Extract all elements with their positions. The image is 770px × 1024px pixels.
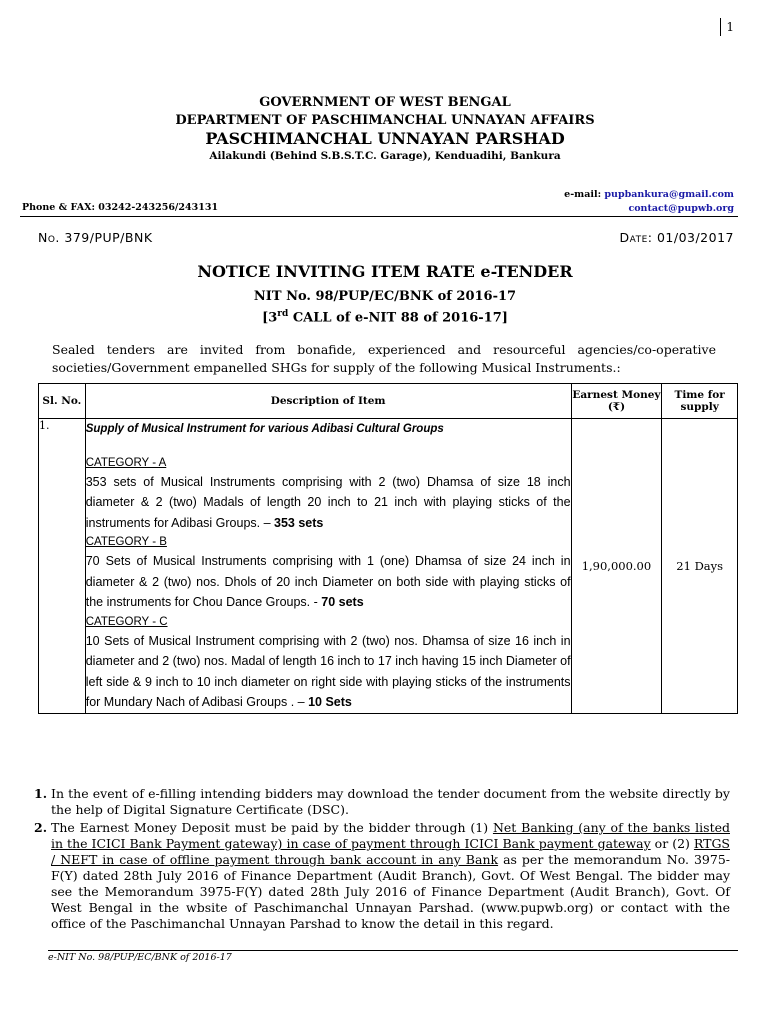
notes-list [34,786,730,934]
email-block [564,188,734,216]
list-item: 2. The Earnest Money Deposit must be paid by the bidder through (1) Net Banking (any of the banks listed in the ICICI Bank Payment gateway) in case of payment through ICICI Bank payment gateway or (2) RTGS / NEFT in case of offline payment through bank account in any Bank as per the memorandum No. 3975-F(Y) dated 28th July 2016 of Finance Department (Audit Branch), Govt. Of West Bengal. The bidder may see the Memorandum 3975-F(Y) dated 28th July 2016 of Finance Department (Audit Branch), Govt. Of West Bengal in the wbsite of Paschimanchal Unnayan Parshad. (www.pupwb.org) or contact with the office of the Paschimanchal Unnayan Parshad to know the detail in this regard. [34,820,731,931]
header-parshad: PASCHIMANCHAL UNNAYAN PARSHAD [205,129,565,148]
cell-sl: 1. [39,419,86,714]
memo-number: No. 379/PUP/BNK [38,230,153,245]
table-header-row [39,384,738,419]
category-b-label: CATEGORY - B [85,536,167,548]
header-divider [20,216,738,217]
memo-date: Date: 01/03/2017 [619,230,734,245]
email-link-1[interactable]: pupbankura@gmail.com [604,189,734,200]
category-c-label: CATEGORY - C [85,615,168,628]
page-number: 1 [720,18,734,36]
col-header-description: Description of Item [85,384,571,419]
footer-nit: e-NIT No. 98/PUP/EC/BNK of 2016-17 [48,952,232,963]
header-department: DEPARTMENT OF PASCHIMANCHAL UNNAYAN AFFAIRS [175,113,595,128]
tender-table [38,383,738,714]
category-a-text: 353 sets of Musical Instruments comprising with 2 (two) Dhamsa of size 18 inch diameter & 2 (two) Madals of length 20 inch to 21 inch with playing sticks of the instruments for Adibasi Groups. – 353 sets [85,474,571,530]
col-header-earnest-money: Earnest Money (₹) [571,384,662,419]
table-row [39,419,738,714]
cell-description [85,419,571,714]
email-link-2[interactable]: contact@pupwb.org [628,203,734,214]
list-item: 1. In the event of e-filling intending bidders may download the tender document from the website directly by the help of Digital Signature Certificate (DSC). [34,786,730,817]
footer-divider [48,950,738,951]
header-government: GOVERNMENT OF WEST BENGAL [259,95,511,110]
email-label: e-mail: [564,189,602,200]
cell-time-for-supply: 21 Days [662,419,738,714]
nit-number: NIT No. 98/PUP/EC/BNK of 2016-17 [253,289,517,304]
nit-call: [3rd CALL of e-NIT 88 of 2016-17] [262,309,508,326]
col-header-sl: Sl. No. [39,384,86,419]
item-heading: Supply of Musical Instrument for various Adibasi Cultural Groups [85,423,444,435]
intro-paragraph: Sealed tenders are invited from bonafide, experienced and resourceful agencies/co-operative societies/Government empanelled SHGs for supply of the following Musical Instruments.: [52,342,716,375]
category-c-text: 10 Sets of Musical Instrument comprising with 2 (two) nos. Dhamsa of size 16 inch in diameter and 2 (two) nos. Madal of length 16 inch to 17 inch having 15 inch Diameter of left side & 9 inch to 10 inch diameter on right side with playing sticks of the instruments for Mundary Nach of Adibasi Groups . – 10 Sets [85,633,571,709]
header-address: Ailakundi (Behind S.B.S.T.C. Garage), Kenduadihi, Bankura [209,150,561,162]
category-a-label: CATEGORY - A [85,456,167,469]
cell-earnest-money: 1,90,000.00 [571,419,662,714]
col-header-time: Time for supply [662,384,738,419]
category-b-text: 70 Sets of Musical Instruments comprising with 1 (one) Dhamsa of size 24 inch in diameter & 2 (two) nos. Dhols of 20 inch Diameter on both side with playing sticks of the instruments for Chou Dance Groups. - 70 sets [85,554,571,609]
phone-fax: Phone & FAX: 03242-243256/243131 [22,202,219,213]
notice-title: NOTICE INVITING ITEM RATE e-TENDER [197,262,573,281]
